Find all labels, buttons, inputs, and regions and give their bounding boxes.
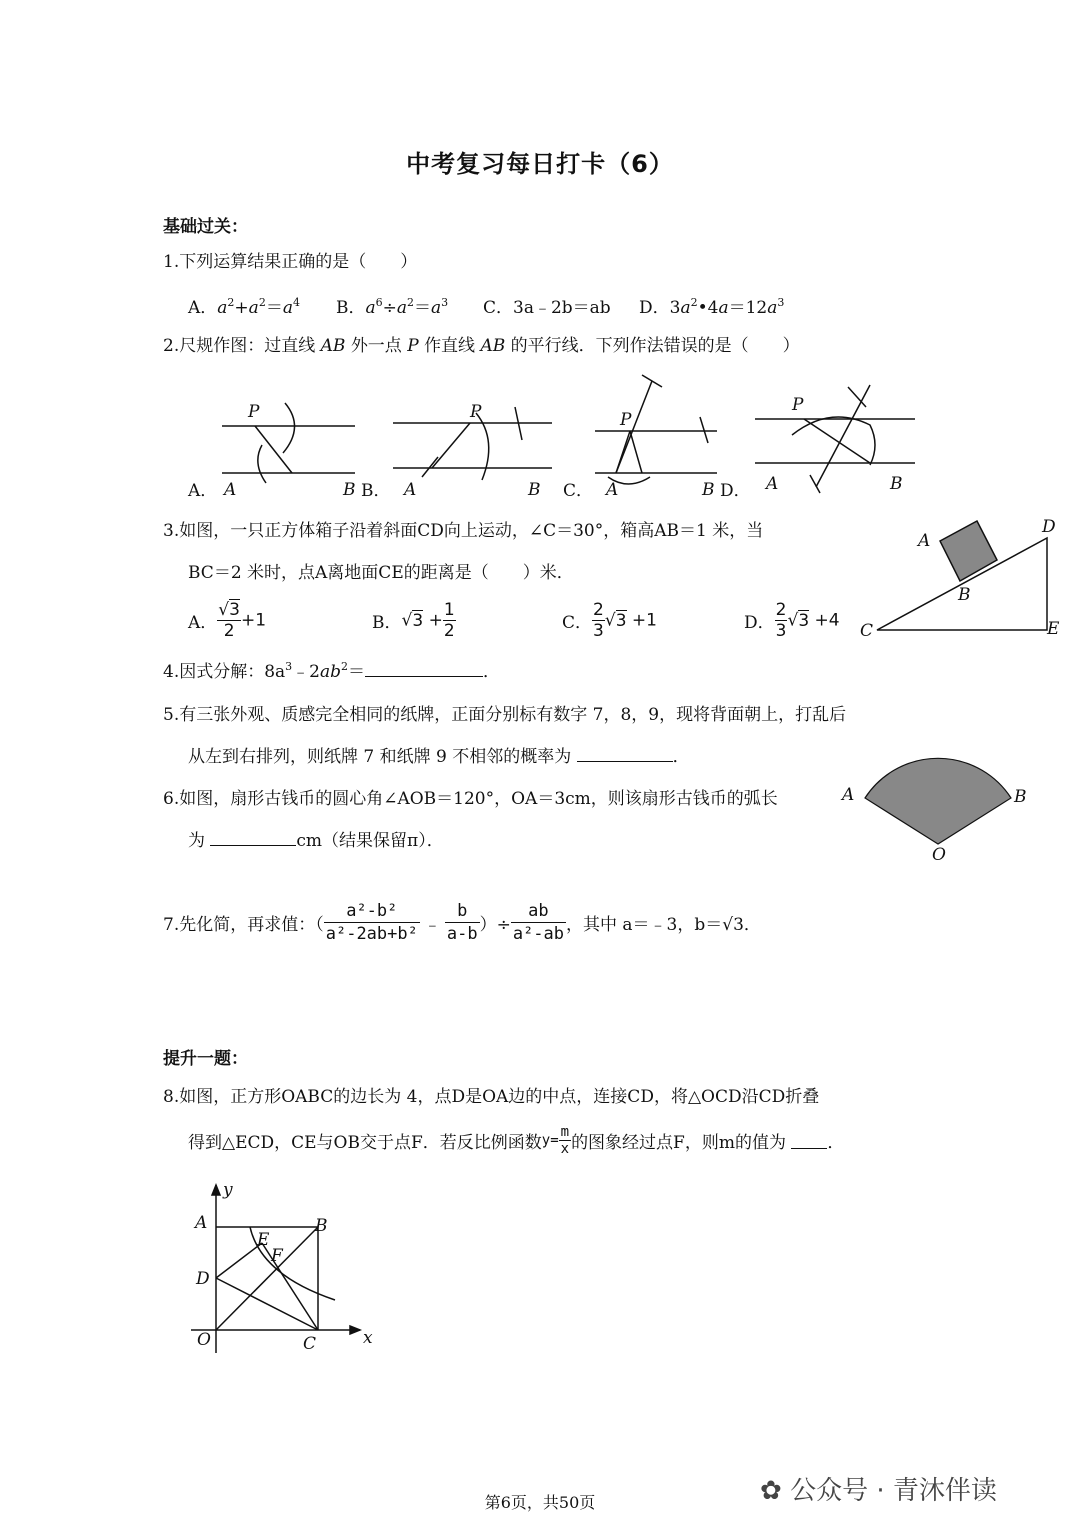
q2-c-label-b: B [702, 480, 715, 500]
q2-a-label-a: A [224, 480, 237, 500]
q8-label-e: E [257, 1230, 270, 1250]
q2-b-label-a: A [404, 480, 417, 500]
q6-line1: 6.如图，扇形古钱币的圆心角∠AOB＝120°，OA＝3cm，则该扇形古钱币的弧长 [163, 789, 778, 809]
q3-label-d: D [1042, 517, 1056, 537]
q2-figure-c [595, 375, 717, 484]
q7-line: 7.先化简，再求值：（ $\frac{\text{a²-b²}}{\text{a²-2ab+b²}}$ ﹣ $\frac{b}{a-b}$ ）÷ $\frac{ab}{\text{a²-ab}}$ ，其中 a＝﹣3，b＝√3． [163, 901, 761, 944]
q8-line2: 得到△ECD，CE与OB交于点F．若反比例函数y= $\frac{m}{x}$ 的图象经过点F，则m的值为 ． [188, 1124, 845, 1157]
q1-option-d: D．$3a^2•4a=12a^3$ [639, 296, 785, 318]
q1-option-c: C．3a﹣2b＝ab [483, 298, 611, 318]
q1-stem: 1.下列运算结果正确的是（ ） [163, 252, 418, 272]
section-advanced: 提升一题： [163, 1049, 248, 1069]
q3-label-e: E [1047, 619, 1060, 639]
q3-label-b: B [958, 585, 971, 605]
q1-option-b: B．$a^6\div a^2=a^3$ [336, 296, 449, 318]
q6-label-a: A [842, 785, 855, 805]
q2-a-label-b: B [343, 480, 356, 500]
q6-line2: 为 cm（结果保留π）． [188, 831, 444, 851]
q2-figure-a [222, 403, 355, 483]
q2-c-label-p: P [620, 410, 632, 430]
q2-stem: 2.尺规作图：过直线 AB 外一点 P 作直线 AB 的平行线．下列作法错误的是（ ） [163, 336, 800, 356]
q8-label-b: B [315, 1216, 328, 1236]
q2-d-label-b: B [890, 474, 903, 494]
q2-d-label-p: P [792, 395, 804, 415]
q8-label-f: F [271, 1246, 283, 1266]
q4-line: 4.因式分解：$8a^3﹣2ab^2=$ ． [163, 660, 501, 682]
q8-label-a: A [195, 1213, 208, 1233]
q8-figure [185, 1175, 385, 1360]
section-basic: 基础过关： [163, 217, 248, 237]
q5-line1: 5.有三张外观、质感完全相同的纸牌，正面分别标有数字 7，8，9，现将背面朝上，打乱后 [163, 705, 847, 725]
q6-label-o: O [932, 845, 946, 865]
q8-label-y: y [223, 1180, 233, 1200]
q6-label-b: B [1014, 787, 1027, 807]
q2-b-label-p: P [470, 402, 482, 422]
q2-option-d: D． [720, 481, 751, 501]
q2-figures [180, 365, 930, 505]
q2-b-label-b: B [528, 480, 541, 500]
q2-c-label-a: A [606, 480, 619, 500]
q3-option-d: D． $\frac{2}{3}$ √3 +4 [744, 600, 840, 641]
q3-line1: 3.如图，一只正方体箱子沿着斜面CD向上运动，∠C＝30°，箱高AB＝1 米，当 [163, 521, 764, 541]
page-footer: 第6页，共50页 [484, 1493, 596, 1512]
q2-option-c: C． [563, 481, 594, 501]
q8-label-x: x [363, 1328, 373, 1348]
q2-option-b: B． [361, 481, 391, 501]
page-title: 中考复习每日打卡（6） [406, 150, 674, 178]
q6-figure [838, 752, 1038, 867]
q2-option-a: A． [188, 481, 218, 501]
q8-line1: 8.如图，正方形OABC的边长为 4，点D是OA边的中点，连接CD，将△OCD沿CD折叠 [163, 1087, 820, 1107]
q8-label-o: O [197, 1330, 211, 1350]
q3-option-c: C． $\frac{2}{3}$ √3 +1 [562, 600, 657, 641]
q8-label-c: C [303, 1334, 317, 1354]
q2-a-label-p: P [248, 402, 260, 422]
q3-option-a: A． $\frac{√3}{2}$ +1 [188, 600, 267, 641]
q3-option-b: B．√3 + $\frac{1}{2}$ [372, 600, 455, 641]
q1-option-a: A．$a^2+a^2=a^4$ [188, 296, 300, 318]
q2-d-label-a: A [766, 474, 779, 494]
wechat-icon: ✿ [760, 1476, 791, 1506]
q8-label-d: D [196, 1269, 210, 1289]
q3-figure [850, 510, 1070, 645]
q3-line2: BC＝2 米时，点A离地面CE的距离是（ ）米． [188, 563, 574, 583]
watermark: ✿ 公众号 · 青沐伴读 [760, 1476, 997, 1506]
q3-label-a: A [918, 531, 931, 551]
q3-label-c: C [860, 621, 874, 641]
q5-line2: 从左到右排列，则纸牌 7 和纸牌 9 不相邻的概率为 ． [188, 747, 690, 767]
